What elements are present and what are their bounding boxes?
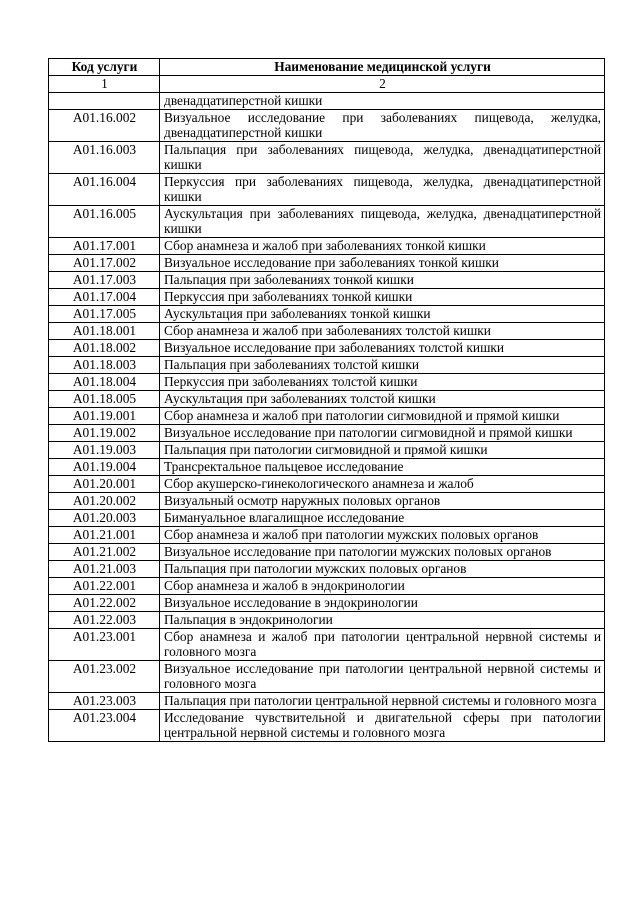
table-row — [49, 595, 605, 612]
service-name: Аускультация при заболеваниях пищевода, желудка, двенадцатиперстной кишки — [160, 206, 605, 238]
service-code: A01.19.001 — [49, 408, 160, 425]
service-name: Сбор анамнеза и жалоб в эндокринологии — [160, 578, 605, 595]
service-code: A01.17.005 — [49, 306, 160, 323]
table-row — [49, 561, 605, 578]
service-name: Перкуссия при заболеваниях пищевода, желудка, двенадцатиперстной кишки — [160, 174, 605, 206]
header-name: Наименование медицинской услуги — [160, 59, 605, 76]
service-code: A01.23.003 — [49, 693, 160, 710]
table-row — [49, 693, 605, 710]
service-code: A01.23.001 — [49, 629, 160, 661]
service-name: Визуальное исследование при патологии мужских половых органов — [160, 544, 605, 561]
service-code: A01.22.002 — [49, 595, 160, 612]
service-code: A01.21.001 — [49, 527, 160, 544]
service-name: Пальпация при патологии мужских половых органов — [160, 561, 605, 578]
service-code: A01.22.001 — [49, 578, 160, 595]
service-code: A01.18.003 — [49, 357, 160, 374]
service-code: A01.21.002 — [49, 544, 160, 561]
table-row — [49, 93, 605, 110]
service-code: A01.17.004 — [49, 289, 160, 306]
table-row — [49, 391, 605, 408]
service-name: Аускультация при заболеваниях толстой кишки — [160, 391, 605, 408]
service-name: Визуальное исследование при заболеваниях пищевода, желудка, двенадцатиперстной кишки — [160, 110, 605, 142]
service-name: Пальпация при патологии сигмовидной и прямой кишки — [160, 442, 605, 459]
service-code: A01.18.005 — [49, 391, 160, 408]
service-name: Визуальное исследование при заболеваниях толстой кишки — [160, 340, 605, 357]
table-row — [49, 238, 605, 255]
table-row — [49, 612, 605, 629]
service-code: A01.17.001 — [49, 238, 160, 255]
table-body — [49, 93, 605, 742]
table-row — [49, 510, 605, 527]
table-row — [49, 306, 605, 323]
service-name: Сбор акушерско-гинекологического анамнеза и жалоб — [160, 476, 605, 493]
table-row — [49, 374, 605, 391]
service-code: A01.17.002 — [49, 255, 160, 272]
table-row — [49, 493, 605, 510]
table-row — [49, 323, 605, 340]
table-row — [49, 289, 605, 306]
table-row — [49, 425, 605, 442]
table-row — [49, 710, 605, 742]
service-code — [49, 93, 160, 110]
header-code: Код услуги — [49, 59, 160, 76]
services-table — [48, 58, 605, 742]
table-row — [49, 544, 605, 561]
service-code: A01.18.001 — [49, 323, 160, 340]
service-name: Перкуссия при заболеваниях толстой кишки — [160, 374, 605, 391]
service-code: A01.16.004 — [49, 174, 160, 206]
service-code: A01.19.003 — [49, 442, 160, 459]
service-name: Аускультация при заболеваниях тонкой кишки — [160, 306, 605, 323]
service-name: Бимануальное влагалищное исследование — [160, 510, 605, 527]
service-name: Сбор анамнеза и жалоб при патологии мужских половых органов — [160, 527, 605, 544]
service-code: A01.23.004 — [49, 710, 160, 742]
service-code: A01.17.003 — [49, 272, 160, 289]
service-name: Пальпация в эндокринологии — [160, 612, 605, 629]
service-code: A01.20.001 — [49, 476, 160, 493]
service-name: Трансректальное пальцевое исследование — [160, 459, 605, 476]
header-row — [49, 59, 605, 76]
service-name: Визуальное исследование при заболеваниях тонкой кишки — [160, 255, 605, 272]
service-name: Визуальное исследование при патологии центральной нервной системы и головного мозга — [160, 661, 605, 693]
table-row — [49, 255, 605, 272]
table-row — [49, 340, 605, 357]
service-code: A01.16.002 — [49, 110, 160, 142]
table-row — [49, 476, 605, 493]
service-code: A01.16.003 — [49, 142, 160, 174]
service-code: A01.20.003 — [49, 510, 160, 527]
table-row — [49, 142, 605, 174]
table-row — [49, 272, 605, 289]
table-row — [49, 110, 605, 142]
table-row — [49, 408, 605, 425]
table-row — [49, 578, 605, 595]
service-code: A01.16.005 — [49, 206, 160, 238]
table-row — [49, 629, 605, 661]
service-code: A01.23.002 — [49, 661, 160, 693]
service-name: двенадцатиперстной кишки — [160, 93, 605, 110]
column-number-2: 2 — [160, 76, 605, 93]
table-row — [49, 661, 605, 693]
service-name: Сбор анамнеза и жалоб при заболеваниях толстой кишки — [160, 323, 605, 340]
table-row — [49, 527, 605, 544]
service-code: A01.20.002 — [49, 493, 160, 510]
service-code: A01.18.004 — [49, 374, 160, 391]
service-name: Сбор анамнеза и жалоб при патологии сигмовидной и прямой кишки — [160, 408, 605, 425]
service-name: Пальпация при заболеваниях тонкой кишки — [160, 272, 605, 289]
service-code: A01.22.003 — [49, 612, 160, 629]
service-name: Пальпация при заболеваниях толстой кишки — [160, 357, 605, 374]
table-row — [49, 174, 605, 206]
service-code: A01.18.002 — [49, 340, 160, 357]
service-name: Перкуссия при заболеваниях тонкой кишки — [160, 289, 605, 306]
service-name: Сбор анамнеза и жалоб при патологии центральной нервной системы и головного мозга — [160, 629, 605, 661]
service-name: Исследование чувствительной и двигательной сферы при патологии центральной нервной системы и головного мозга — [160, 710, 605, 742]
service-code: A01.19.002 — [49, 425, 160, 442]
table-row — [49, 206, 605, 238]
column-number-1: 1 — [49, 76, 160, 93]
service-code: A01.19.004 — [49, 459, 160, 476]
service-name: Визуальный осмотр наружных половых органов — [160, 493, 605, 510]
service-code: A01.21.003 — [49, 561, 160, 578]
table-row — [49, 357, 605, 374]
service-name: Сбор анамнеза и жалоб при заболеваниях тонкой кишки — [160, 238, 605, 255]
table-row — [49, 459, 605, 476]
service-name: Визуальное исследование в эндокринологии — [160, 595, 605, 612]
table-row — [49, 442, 605, 459]
service-name: Пальпация при патологии центральной нервной системы и головного мозга — [160, 693, 605, 710]
column-number-row — [49, 76, 605, 93]
service-name: Визуальное исследование при патологии сигмовидной и прямой кишки — [160, 425, 605, 442]
service-name: Пальпация при заболеваниях пищевода, желудка, двенадцатиперстной кишки — [160, 142, 605, 174]
